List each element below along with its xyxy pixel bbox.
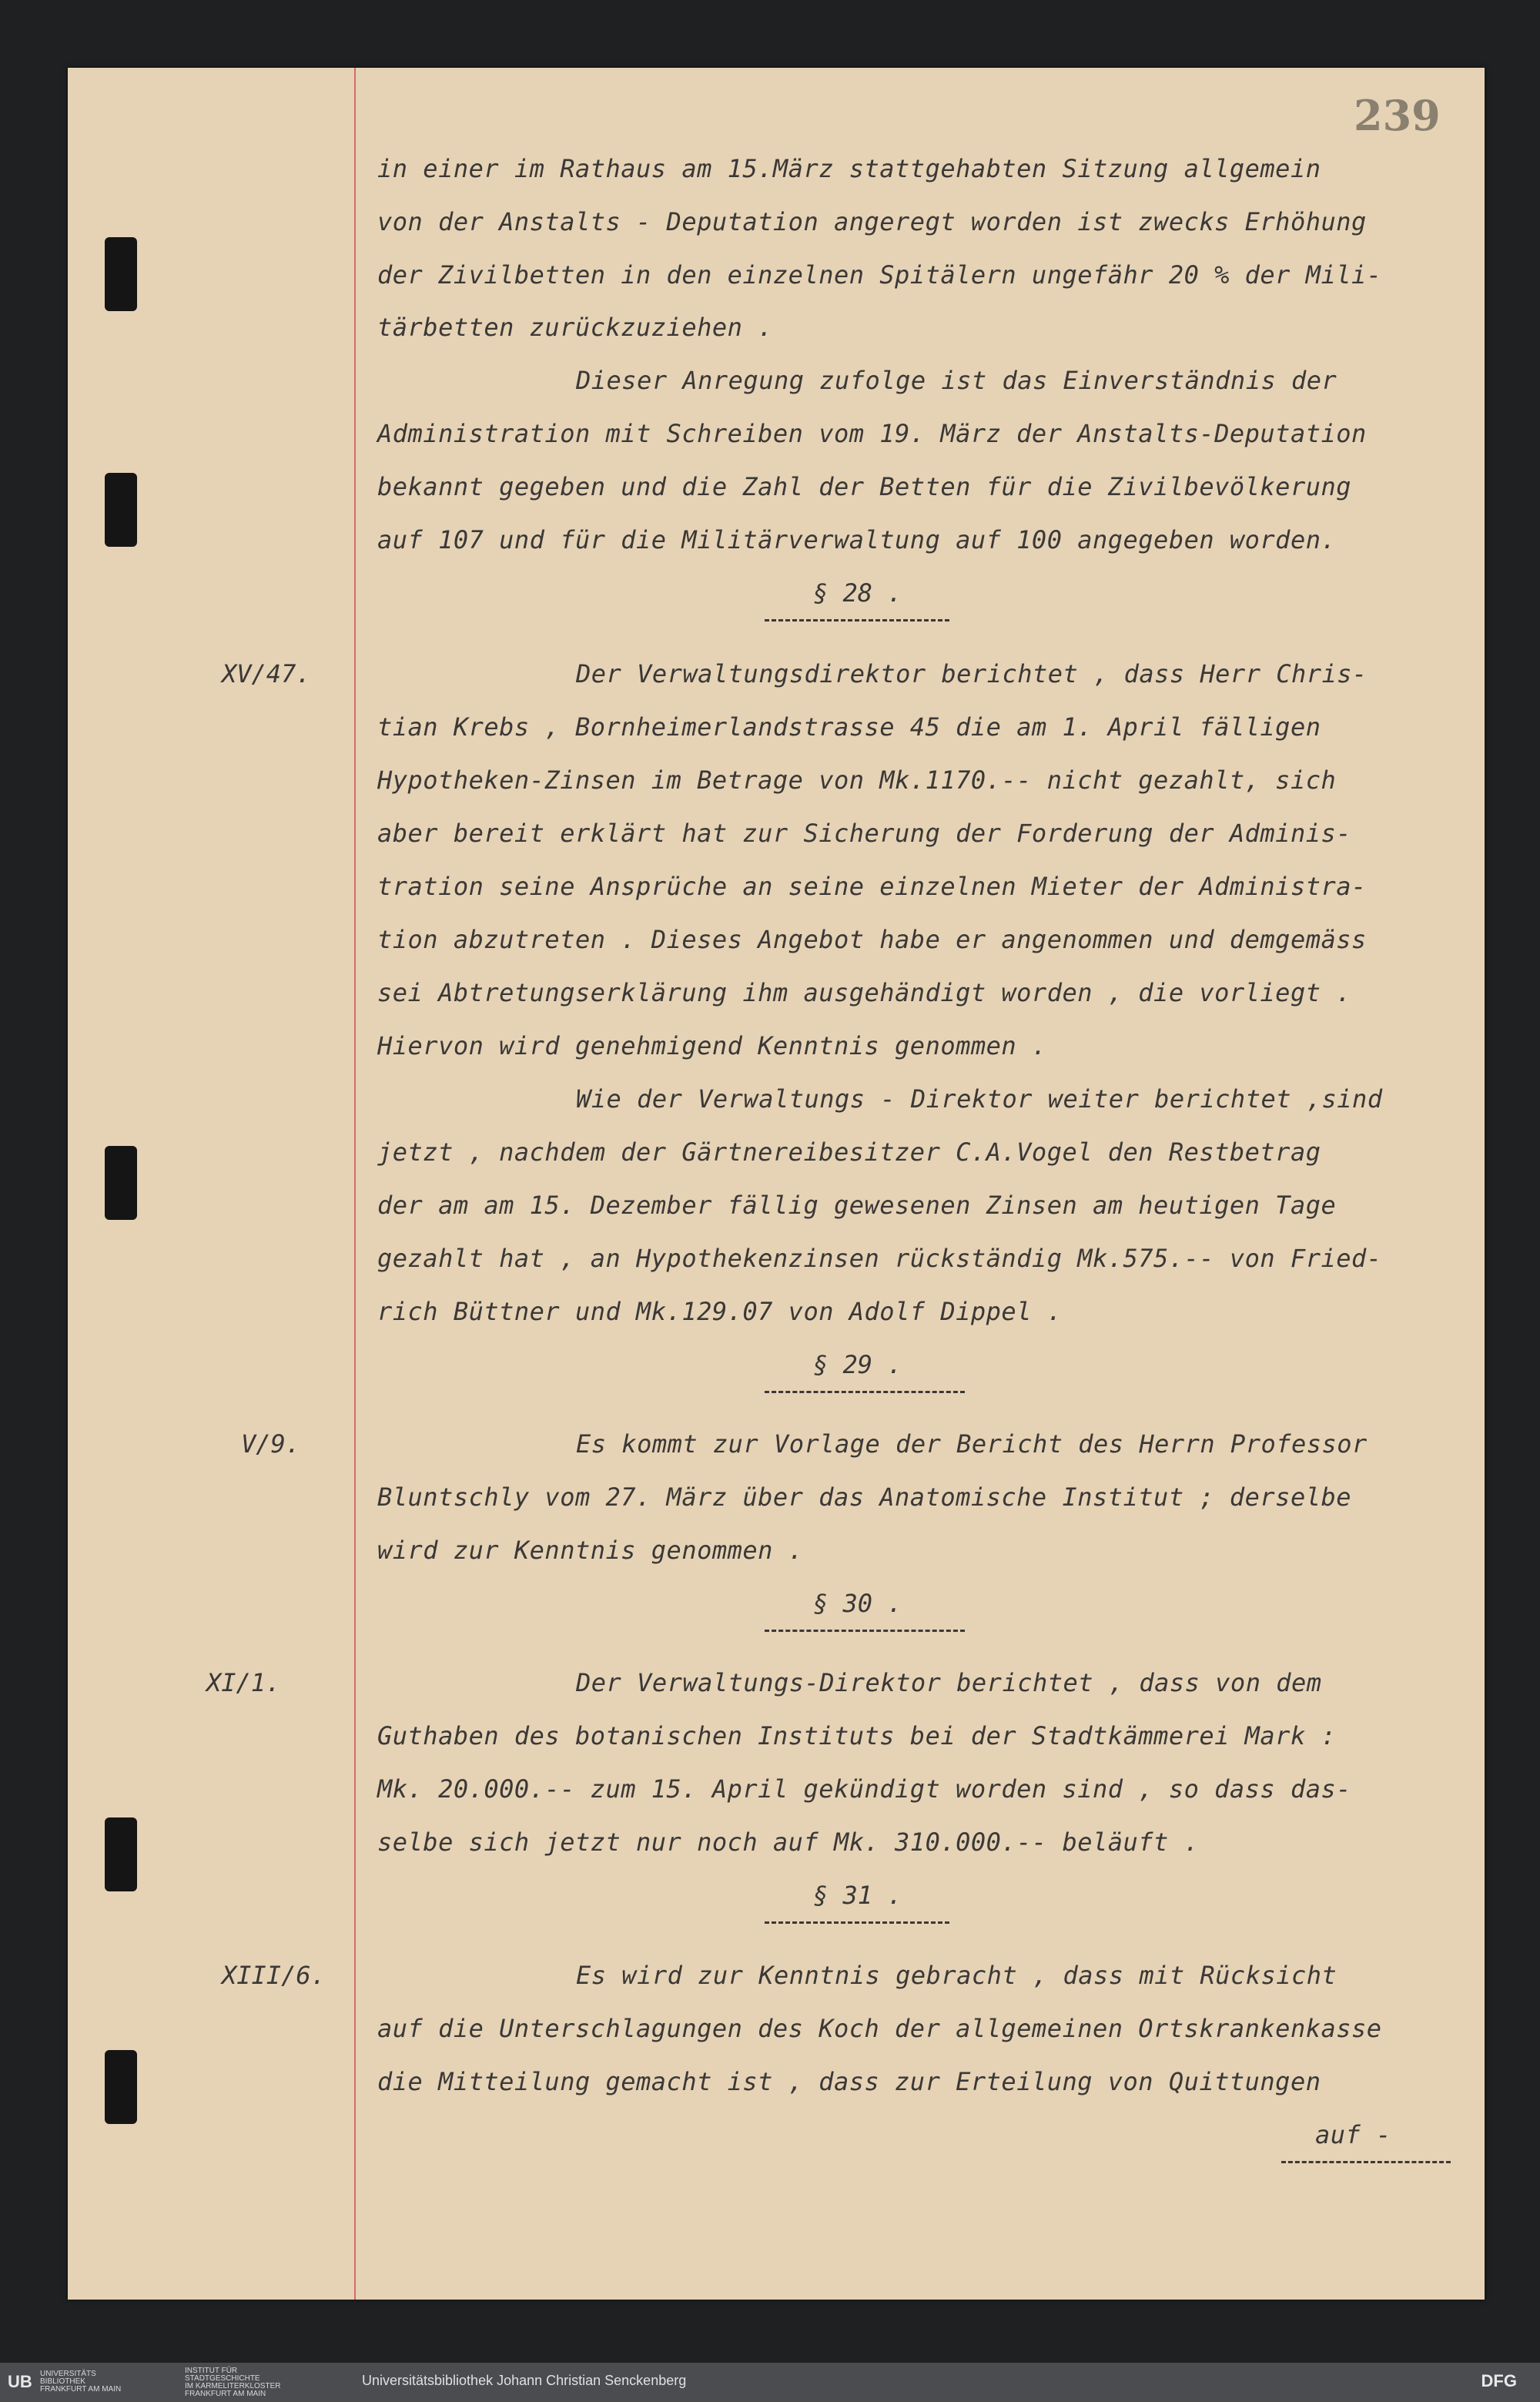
punch-hole [105, 1146, 137, 1220]
text-line: auf 107 und für die Militärverwaltung auf 100 angegeben worden. [377, 525, 1337, 554]
page-number: 239 [1354, 91, 1441, 140]
text-line: tration seine Ansprüche an seine einzelnen Mieter der Administra- [377, 872, 1367, 901]
logo-text-line: UNIVERSITÄTS [40, 2370, 96, 2378]
margin-reference: XI/1. [206, 1668, 281, 1697]
text-line: Guthaben des botanischen Instituts bei der Stadtkämmerei Mark : [377, 1721, 1337, 1750]
section-underline [765, 619, 949, 621]
text-line: gezahlt hat , an Hypothekenzinsen rückständig Mk.575.-- von Fried- [377, 1244, 1382, 1273]
logo-text-line: STADTGESCHICHTE [185, 2374, 260, 2383]
text-line: aber bereit erklärt hat zur Sicherung der Forderung der Adminis- [377, 819, 1351, 848]
section-heading: § 30 . [813, 1589, 902, 1618]
punch-hole [105, 473, 137, 547]
text-line: sei Abtretungserklärung ihm ausgehändigt worden , die vorliegt . [377, 978, 1351, 1007]
ub-logo[interactable]: UB [8, 2372, 32, 2391]
text-line: Administration mit Schreiben vom 19. März der Anstalts-Deputation [377, 419, 1367, 448]
text-line: Es wird zur Kenntnis gebracht , dass mit Rücksicht [576, 1961, 1337, 1990]
text-line: der am am 15. Dezember fällig gewesenen Zinsen am heutigen Tage [377, 1191, 1337, 1220]
text-line: rich Büttner und Mk.129.07 von Adolf Dippel . [377, 1297, 1063, 1326]
text-line: tärbetten zurückzuziehen . [377, 313, 773, 342]
text-line: selbe sich jetzt nur noch auf Mk. 310.000.-- beläuft . [377, 1827, 1200, 1857]
punch-hole [105, 2050, 137, 2124]
logo-text-line: BIBLIOTHEK [40, 2377, 85, 2386]
section-heading: § 29 . [813, 1350, 902, 1379]
margin-rule [354, 68, 356, 2300]
text-line: Es kommt zur Vorlage der Bericht des Herrn Professor [576, 1429, 1368, 1459]
text-line: Mk. 20.000.-- zum 15. April gekündigt worden sind , so dass das- [377, 1774, 1351, 1804]
section-underline [765, 1391, 965, 1393]
isg-logo-text[interactable] [185, 2367, 280, 2398]
margin-reference: V/9. [241, 1429, 301, 1459]
logo-text-line: FRANKFURT AM MAIN [40, 2385, 122, 2394]
document-page [68, 68, 1485, 2300]
punch-hole [105, 1817, 137, 1891]
text-line: auf die Unterschlagungen des Koch der allgemeinen Ortskrankenkasse [377, 2014, 1382, 2043]
text-line: Bluntschly vom 27. März über das Anatomische Institut ; derselbe [377, 1482, 1351, 1512]
punch-hole [105, 237, 137, 311]
margin-reference: XIII/6. [222, 1961, 326, 1990]
viewer-footer [0, 2363, 1540, 2402]
text-line: Hiervon wird genehmigend Kenntnis genommen . [377, 1031, 1047, 1060]
text-line: die Mitteilung gemacht ist , dass zur Erteilung von Quittungen [377, 2067, 1321, 2096]
margin-reference: XV/47. [222, 659, 311, 688]
text-line: tion abzutreten . Dieses Angebot habe er angenommen und demgemäss [377, 925, 1367, 954]
text-line: wird zur Kenntnis genommen . [377, 1536, 804, 1565]
section-heading: § 28 . [813, 578, 902, 608]
text-line: bekannt gegeben und die Zahl der Betten für die Zivilbevölkerung [377, 472, 1351, 501]
text-line: der Zivilbetten in den einzelnen Spitälern ungefähr 20 % der Mili- [377, 260, 1382, 290]
text-line: Der Verwaltungs-Direktor berichtet , dass von dem [576, 1668, 1322, 1697]
ub-logo-text [40, 2370, 121, 2394]
logo-text-line: FRANKFURT AM MAIN [185, 2390, 266, 2398]
text-line: tian Krebs , Bornheimerlandstrasse 45 die am 1. April fälligen [377, 712, 1321, 742]
logo-text-line: INSTITUT FÜR [185, 2367, 238, 2375]
text-line: Wie der Verwaltungs - Direktor weiter berichtet ,sind [576, 1084, 1383, 1114]
text-line: Hypotheken-Zinsen im Betrage von Mk.1170.-- nicht gezahlt, sich [377, 765, 1337, 795]
text-line: Dieser Anregung zufolge ist das Einverständnis der [576, 366, 1337, 395]
section-underline [765, 1630, 965, 1632]
section-underline [765, 1921, 949, 1924]
text-line: von der Anstalts - Deputation angeregt worden ist zwecks Erhöhung [377, 207, 1367, 236]
logo-text-line: IM KARMELITERKLOSTER [185, 2382, 281, 2390]
text-line: jetzt , nachdem der Gärtnereibesitzer C.A.Vogel den Restbetrag [377, 1137, 1321, 1167]
section-heading: § 31 . [813, 1881, 902, 1910]
catchword: auf - [1315, 2120, 1391, 2149]
institution-name: Universitätsbibliothek Johann Christian Senckenberg [362, 2373, 687, 2388]
text-line: in einer im Rathaus am 15.März stattgehabten Sitzung allgemein [377, 154, 1321, 183]
catchword-underline [1281, 2161, 1451, 2163]
text-line: Der Verwaltungsdirektor berichtet , dass Herr Chris- [576, 659, 1368, 688]
dfg-logo[interactable]: DFG [1481, 2371, 1517, 2390]
